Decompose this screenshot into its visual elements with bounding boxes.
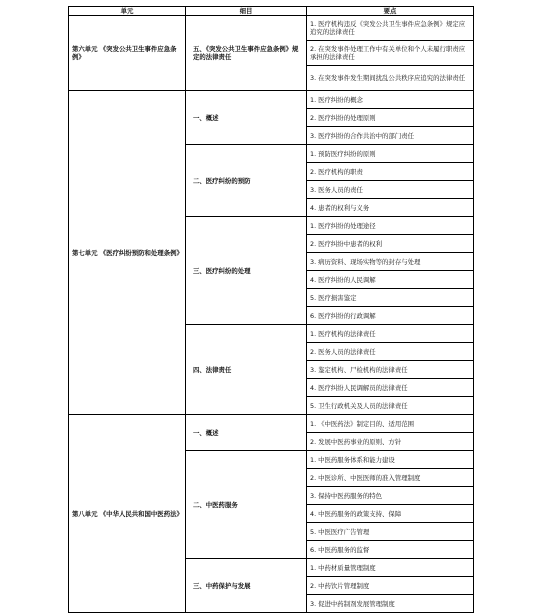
key-point-cell: 3. 医务人员的责任 <box>307 181 474 199</box>
key-point-cell: 3. 医疗纠纷的合作共治中的部门责任 <box>307 127 474 145</box>
key-point-cell: 1. 《中医药法》制定目的、适用范围 <box>307 415 474 433</box>
key-point-cell: 2. 中药饮片管理制度 <box>307 577 474 595</box>
table-body <box>69 16 474 613</box>
key-point-cell: 5. 医疗损害鉴定 <box>307 289 474 307</box>
key-point-cell: 3. 鉴定机构、尸检机构的法律责任 <box>307 361 474 379</box>
key-point-cell: 6. 医疗纠纷的行政调解 <box>307 307 474 325</box>
key-point-cell: 2. 中医诊所、中医医师的准入管理制度 <box>307 469 474 487</box>
key-point-cell: 5. 卫生行政机关及人员的法律责任 <box>307 397 474 415</box>
header-key-point: 要点 <box>307 7 474 16</box>
key-point-cell: 2. 医疗纠纷的处理原则 <box>307 109 474 127</box>
key-point-cell: 4. 医疗纠纷人民调解员的法律责任 <box>307 379 474 397</box>
key-point-cell: 6. 中医药服务的监督 <box>307 541 474 559</box>
key-point-cell: 5. 中医医疗广告管理 <box>307 523 474 541</box>
unit-cell: 第八单元 《中华人民共和国中医药法》 <box>69 415 186 613</box>
key-point-cell: 1. 中医药服务体系和能力建设 <box>307 451 474 469</box>
key-point-cell: 4. 医疗纠纷的人民调解 <box>307 271 474 289</box>
key-point-cell: 3. 促进中药制剂发展管理制度 <box>307 595 474 613</box>
key-point-cell: 2. 医疗纠纷中患者的权利 <box>307 235 474 253</box>
key-point-cell: 2. 在突发事件处理工作中有关单位和个人未履行职责应承担的法律责任 <box>307 41 474 66</box>
key-point-cell: 4. 患者的权利与义务 <box>307 199 474 217</box>
key-point-cell: 1. 医疗纠纷的处理途径 <box>307 217 474 235</box>
syllabus-table <box>68 6 474 613</box>
sub-item-cell: 四、法律责任 <box>186 325 307 415</box>
key-point-cell: 1. 医疗机构的法律责任 <box>307 325 474 343</box>
key-point-cell: 1. 预防医疗纠纷的原则 <box>307 145 474 163</box>
sub-item-cell: 二、中医药服务 <box>186 451 307 559</box>
key-point-cell: 1. 医疗机构违反《突发公共卫生事件应急条例》规定应追究的法律责任 <box>307 16 474 41</box>
table-row <box>69 415 474 433</box>
table-row <box>69 16 474 41</box>
header-row <box>69 7 474 16</box>
unit-cell: 第七单元 《医疗纠纷预防和处理条例》 <box>69 91 186 415</box>
key-point-cell: 1. 中药材质量管理制度 <box>307 559 474 577</box>
sub-item-cell: 一、概述 <box>186 415 307 451</box>
sub-item-cell: 三、医疗纠纷的处理 <box>186 217 307 325</box>
unit-cell: 第六单元 《突发公共卫生事件应急条例》 <box>69 16 186 91</box>
key-point-cell: 2. 发展中医药事业的原则、方针 <box>307 433 474 451</box>
sub-item-cell: 一、概述 <box>186 91 307 145</box>
header-sub-item: 细目 <box>186 7 307 16</box>
key-point-cell: 2. 医疗机构的职责 <box>307 163 474 181</box>
sub-item-cell: 五、《突发公共卫生事件应急条例》规定的法律责任 <box>186 16 307 91</box>
header-unit: 单元 <box>69 7 186 16</box>
key-point-cell: 3. 病历资料、现场实物等的封存与处理 <box>307 253 474 271</box>
key-point-cell: 1. 医疗纠纷的概念 <box>307 91 474 109</box>
sub-item-cell: 二、医疗纠纷的预防 <box>186 145 307 217</box>
table-row <box>69 91 474 109</box>
key-point-cell: 4. 中医药服务的政策支持、保障 <box>307 505 474 523</box>
sub-item-cell: 三、中药保护与发展 <box>186 559 307 613</box>
key-point-cell: 3. 在突发事件发生期间扰乱公共秩序应追究的法律责任 <box>307 66 474 91</box>
key-point-cell: 3. 保持中医药服务的特色 <box>307 487 474 505</box>
key-point-cell: 2. 医务人员的法律责任 <box>307 343 474 361</box>
